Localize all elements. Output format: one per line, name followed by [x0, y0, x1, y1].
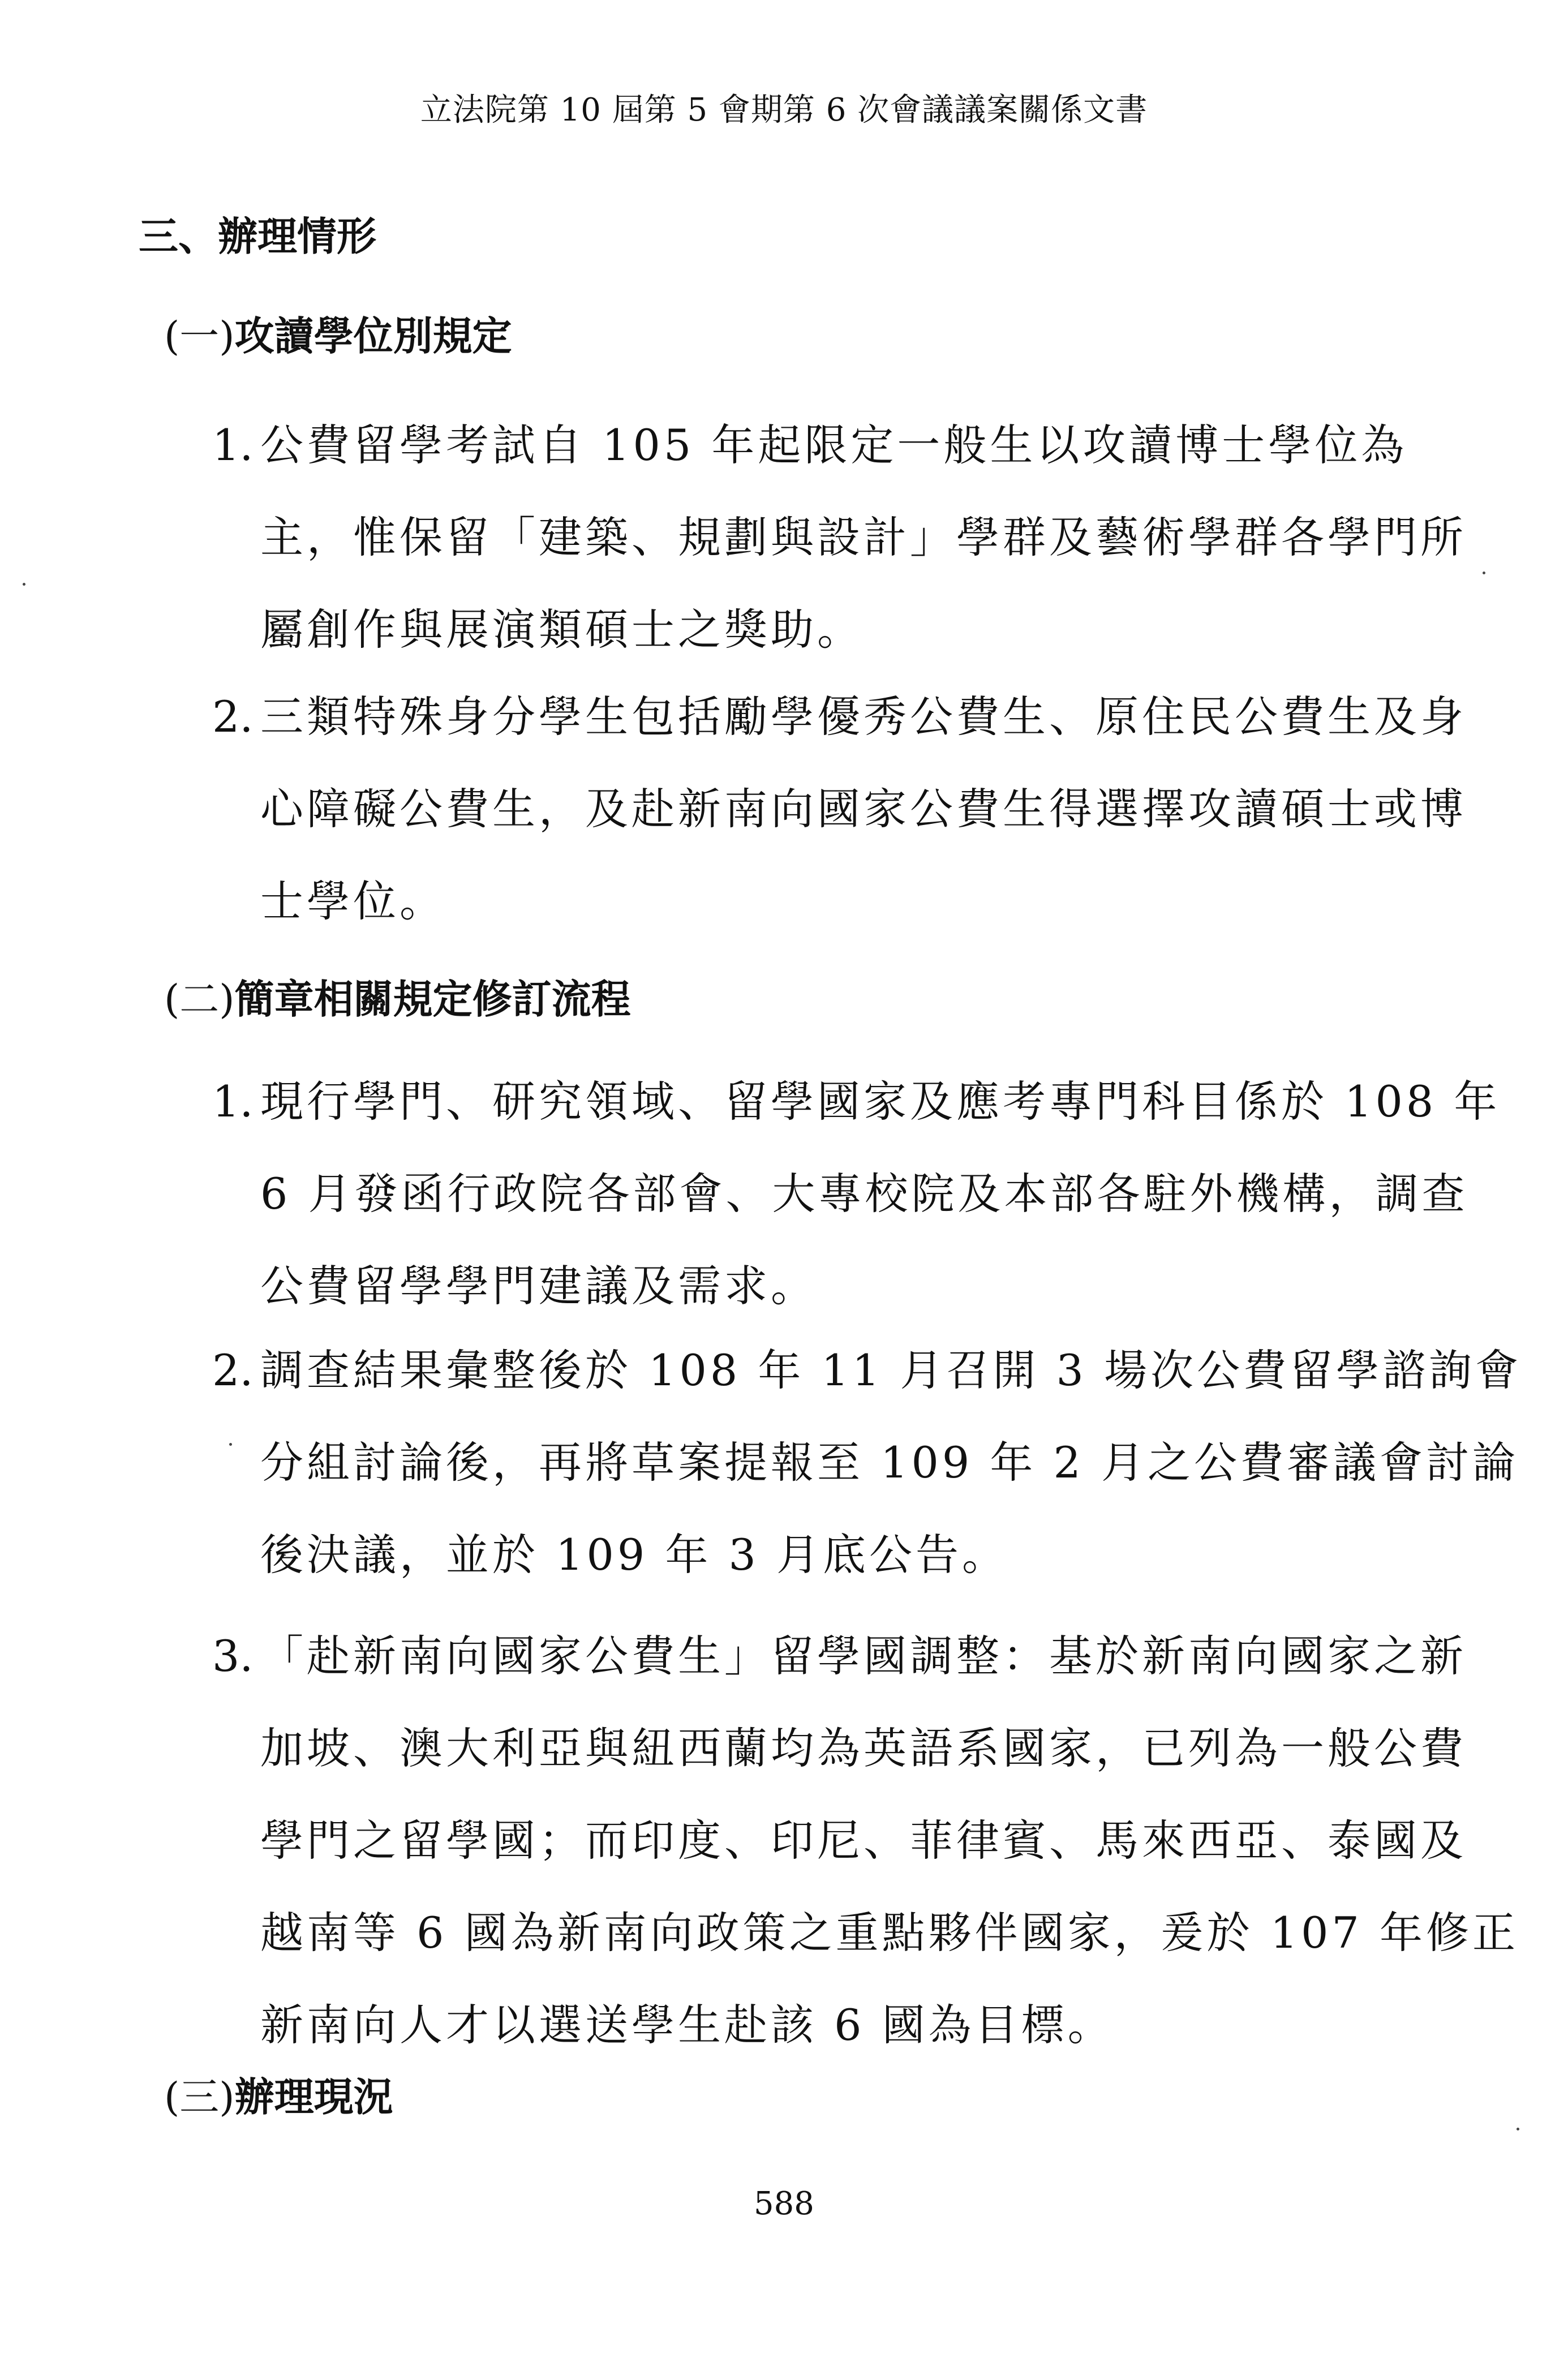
- item-line: 學門之留學國；而印度、印尼、菲律賓、馬來西亞、泰國及: [260, 1815, 1467, 1866]
- item-line: 加坡、澳大利亞與紐西蘭均為英語系國家，已列為一般公費: [260, 1723, 1467, 1773]
- item-number: 2.: [212, 691, 254, 742]
- subsection-label: (一): [164, 313, 235, 359]
- item-number: 1.: [212, 420, 254, 470]
- scan-speck: [229, 1443, 232, 1446]
- item-line: 士學位。: [260, 876, 446, 926]
- item-line: 公費留學考試自 105 年起限定一般生以攻讀博士學位為: [260, 420, 1408, 470]
- subsection-title: 攻讀學位別規定: [234, 313, 512, 359]
- item-line: 公費留學學門建議及需求。: [260, 1261, 817, 1311]
- list-item: [212, 399, 1467, 676]
- item-line: 屬創作與展演類碩士之獎助。: [260, 604, 864, 655]
- subsection-heading-3: [164, 2065, 393, 2123]
- item-number: 1.: [212, 1076, 254, 1127]
- item-line: 「赴新南向國家公費生」留學國調整：基於新南向國家之新: [260, 1631, 1467, 1681]
- list-item: [212, 1324, 1522, 1601]
- item-line: 後決議，並於 109 年 3 月底公告。: [260, 1530, 1009, 1580]
- page-header: 立法院第 10 屆第 5 會期第 6 次會議議案關係文書: [420, 92, 1148, 128]
- list-item: [212, 671, 1467, 947]
- subsection-label: (二): [164, 976, 235, 1023]
- list-item: [212, 1610, 1519, 2071]
- item-line: 調查結果彙整後於 108 年 11 月召開 3 場次公費留學諮詢會: [260, 1345, 1522, 1395]
- item-line: 三類特殊身分學生包括勵學優秀公費生、原住民公費生及身: [260, 691, 1467, 742]
- item-line: 心障礙公費生，及赴新南向國家公費生得選擇攻讀碩士或博: [260, 784, 1467, 834]
- item-line: 越南等 6 國為新南向政策之重點夥伴國家，爰於 107 年修正: [260, 1908, 1519, 1958]
- subsection-heading-2: [164, 968, 631, 1025]
- subsection-title: 簡章相關規定修訂流程: [234, 976, 631, 1023]
- section-heading: 三、辦理情形: [139, 213, 376, 260]
- item-line: 分組討論後，再將草案提報至 109 年 2 月之公費審議會討論: [260, 1437, 1519, 1488]
- scan-speck: [1483, 572, 1485, 574]
- page-number: 588: [754, 2185, 814, 2222]
- scan-speck: [1517, 2128, 1519, 2130]
- subsection-title: 辦理現況: [234, 2074, 393, 2120]
- item-number: 2.: [212, 1345, 254, 1395]
- scan-speck: [23, 583, 25, 586]
- item-line: 現行學門、研究領域、留學國家及應考專門科目係於 108 年: [260, 1076, 1501, 1127]
- item-number: 3.: [212, 1631, 254, 1681]
- subsection-label: (三): [164, 2074, 235, 2120]
- item-line: 主，惟保留「建築、規劃與設計」學群及藝術學群各學門所: [260, 512, 1467, 562]
- subsection-heading-1: [164, 304, 512, 362]
- list-item: [212, 1055, 1501, 1332]
- item-line: 新南向人才以選送學生赴該 6 國為目標。: [260, 2000, 1114, 2050]
- item-line: 6 月發函行政院各部會、大專校院及本部各駐外機構，調查: [260, 1169, 1468, 1219]
